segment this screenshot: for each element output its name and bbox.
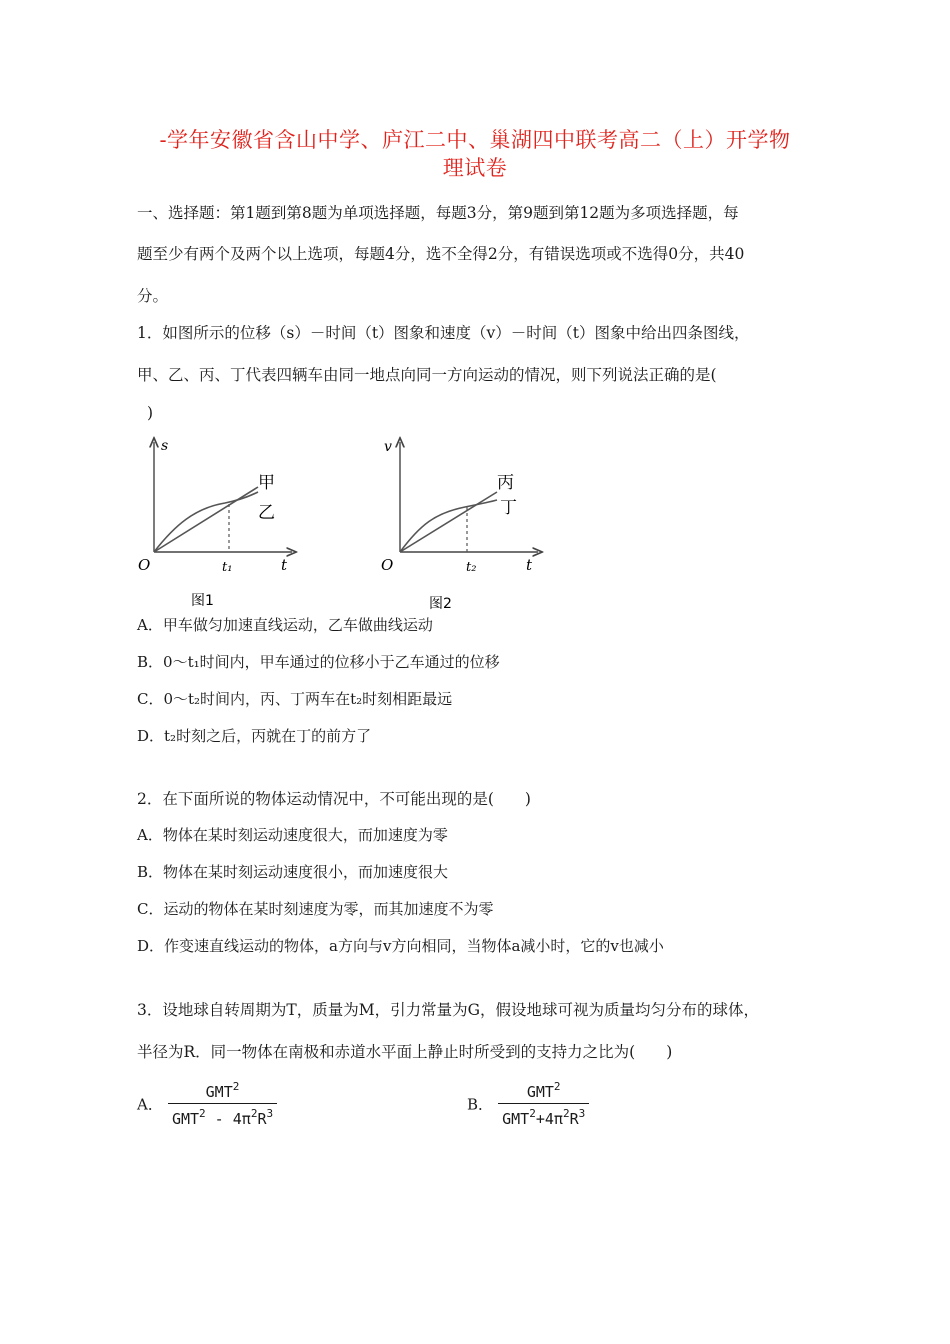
fig1-x-label: t: [281, 556, 288, 574]
q3-option-b-numerator: [498, 1080, 589, 1103]
q3-option-b: [467, 1080, 589, 1128]
q3-b-den-a: GMT: [502, 1110, 530, 1128]
figure-1-st-graph: [130, 430, 310, 620]
q3-a-den-exp1: 2: [199, 1107, 206, 1120]
q1-stem-line2: 甲、乙、丙、丁代表四辆车由同一地点向同一方向运动的情况，则下列说法正确的是(: [137, 366, 717, 384]
fig2-line-bing: [400, 492, 497, 552]
q1-stem-line3: ): [147, 404, 154, 422]
q3-stem-line2: 半径为R．同一物体在南极和赤道水平面上静止时所受到的支持力之比为( ): [137, 1043, 673, 1061]
q3-option-a-numerator: [168, 1080, 277, 1103]
q2-option-b: B．物体在某时刻运动速度很小，而加速度很大: [137, 863, 449, 881]
q3-option-a-denominator: [168, 1103, 277, 1128]
fig2-label-ding: 丁: [500, 498, 517, 518]
q3-option-a-fraction: [168, 1080, 277, 1128]
section-instructions-line3: 分。: [137, 287, 169, 305]
q3-option-b-denominator: [498, 1103, 589, 1128]
fig1-label-jia: 甲: [258, 473, 275, 493]
q3-a-den-exp2: 2: [250, 1107, 258, 1120]
q3-a-den-a: GMT: [171, 1110, 200, 1128]
q1-stem-line1: 1．如图所示的位移（s）－时间（t）图象和速度（v）－时间（t）图象中给出四条图线，: [137, 324, 750, 342]
fig1-y-label: s: [161, 438, 169, 454]
fig1-t1-label: t₁: [222, 560, 233, 575]
q3-b-num-exp: 2: [553, 1080, 561, 1093]
q2-stem: 2．在下面所说的物体运动情况中，不可能出现的是( ): [137, 790, 531, 808]
q3-b-den-b: +4π: [535, 1110, 563, 1128]
fig2-origin-label: O: [381, 556, 394, 574]
q1-option-a: A．甲车做匀加速直线运动，乙车做曲线运动: [137, 616, 433, 634]
fig2-label-bing: 丙: [497, 473, 514, 493]
q1-option-b: B．0～t₁时间内，甲车通过的位移小于乙车通过的位移: [137, 653, 500, 671]
figure-2-vt-graph: [375, 430, 555, 620]
q2-option-a: A．物体在某时刻运动速度很大，而加速度为零: [137, 826, 448, 844]
q3-option-b-label: B．: [467, 1095, 494, 1114]
q3-b-den-exp2: 2: [562, 1107, 570, 1120]
q3-a-num-exp: 2: [232, 1080, 240, 1093]
q1-option-d: D．t₂时刻之后，丙就在丁的前方了: [137, 727, 372, 745]
fig2-caption: 图2: [429, 596, 452, 612]
section-instructions-line1: 一、选择题：第1题到第8题为单项选择题，每题3分，第9题到第12题为多项选择题，每: [137, 204, 739, 222]
q3-a-den-exp3: 3: [266, 1107, 274, 1120]
q3-option-a-label: A．: [137, 1095, 163, 1114]
fig1-line-jia: [154, 487, 258, 552]
document-title-line2: 理试卷: [442, 156, 508, 180]
q1-option-c: C．0～t₂时间内，丙、丁两车在t₂时刻相距最远: [137, 690, 453, 708]
q2-option-c: C．运动的物体在某时刻速度为零，而其加速度不为零: [137, 900, 494, 918]
fig2-t2-label: t₂: [466, 560, 477, 575]
q3-option-a: [137, 1080, 277, 1128]
section-instructions-line2: 题至少有两个及两个以上选项，每题4分，选不全得2分，有错误选项或不选得0分，共40: [137, 245, 745, 263]
q3-b-den-c: R: [569, 1110, 579, 1128]
fig1-origin-label: O: [138, 556, 151, 574]
fig2-y-label: v: [384, 439, 392, 455]
q3-a-den-b: - 4π: [205, 1110, 251, 1128]
q3-a-num-text: GMT: [205, 1083, 233, 1101]
fig2-x-label: t: [526, 556, 533, 574]
fig1-caption: 图1: [191, 593, 214, 609]
document-title-line1: -学年安徽省含山中学、庐江二中、巢湖四中联考高二（上）开学物: [159, 128, 791, 152]
fig2-curve-ding: [400, 500, 497, 552]
q2-option-d: D．作变速直线运动的物体，a方向与v方向相同，当物体a减小时，它的v也减小: [137, 937, 664, 955]
fig1-label-yi: 乙: [258, 503, 275, 523]
q3-stem-line1: 3．设地球自转周期为T，质量为M，引力常量为G，假设地球可视为质量均匀分布的球体，: [137, 1001, 759, 1019]
q3-b-num-text: GMT: [526, 1083, 554, 1101]
q3-b-den-exp1: 2: [529, 1107, 536, 1120]
q3-a-den-c: R: [257, 1110, 267, 1128]
q3-option-b-fraction: [498, 1080, 589, 1128]
q3-b-den-exp3: 3: [578, 1107, 586, 1120]
